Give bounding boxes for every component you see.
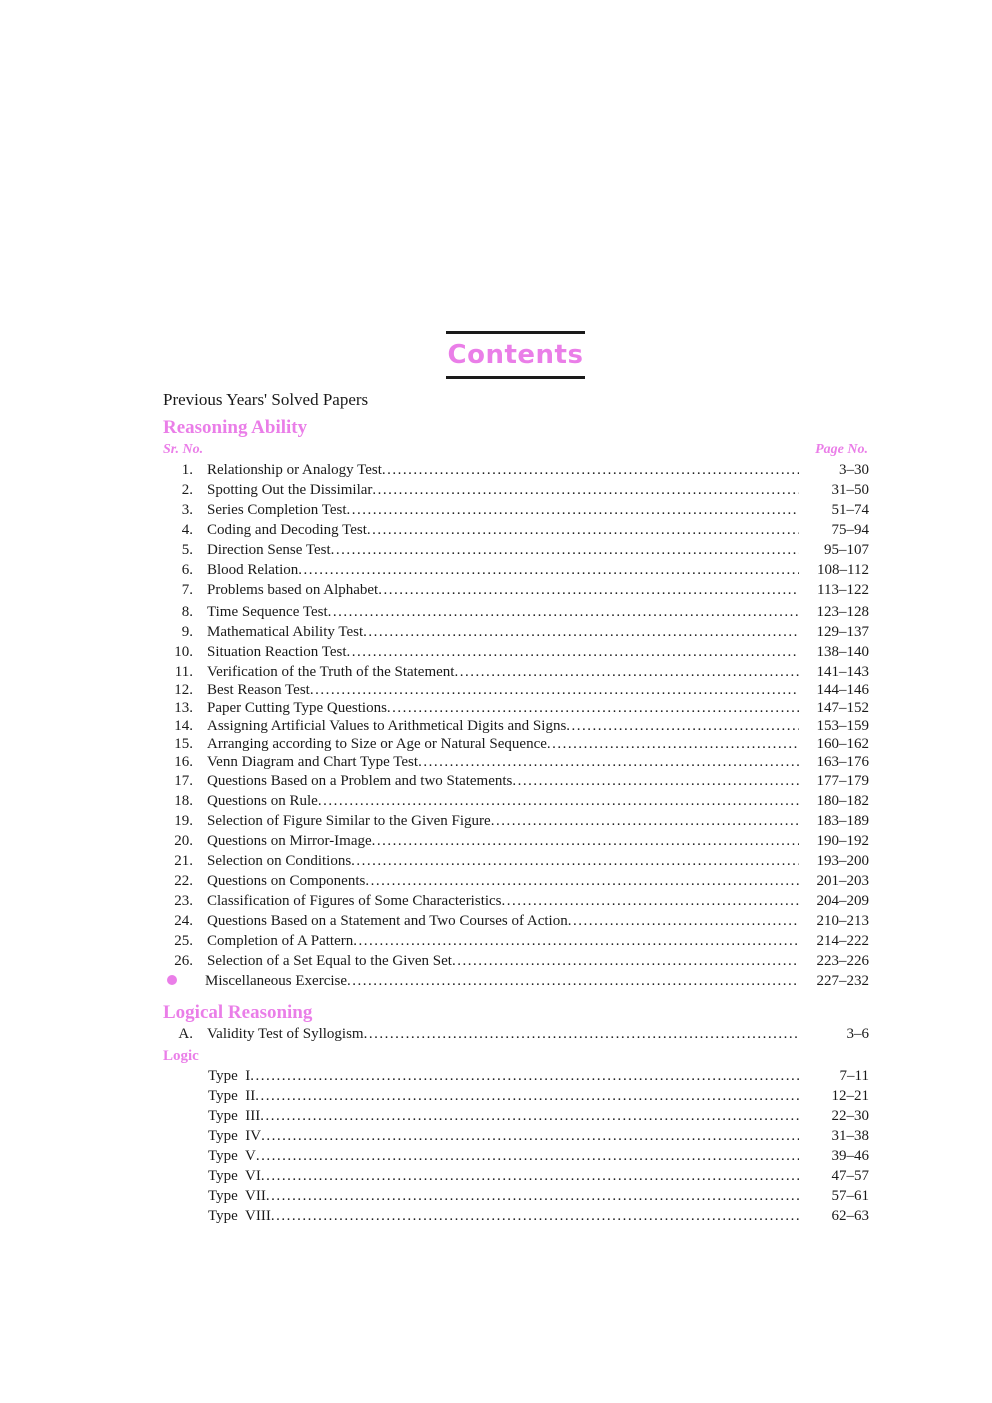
- dot-leader: [261, 1168, 799, 1185]
- toc-entry[interactable]: [163, 736, 869, 754]
- toc-entry-number: 3.: [181, 502, 193, 518]
- dot-leader: [387, 700, 799, 717]
- toc-entry-pages: 177–179: [816, 773, 869, 789]
- toc-entry-label: Direction Sense Test: [207, 542, 331, 558]
- dot-leader: [255, 1088, 799, 1105]
- toc-entry[interactable]: [163, 682, 869, 700]
- toc-entry-pages: 39–46: [831, 1148, 869, 1164]
- toc-entry[interactable]: [163, 462, 869, 482]
- toc-entry-pages: 75–94: [831, 522, 869, 538]
- toc-entry[interactable]: [163, 933, 869, 953]
- toc-entry-logic-type[interactable]: [163, 1068, 869, 1088]
- dot-leader: [363, 624, 799, 641]
- toc-entry-logic-type[interactable]: [163, 1188, 869, 1208]
- toc-entry-pages: 22–30: [831, 1108, 869, 1124]
- dot-leader: [271, 1208, 799, 1225]
- toc-entry-number: 22.: [174, 873, 193, 889]
- toc-entry-number: 11.: [174, 664, 193, 680]
- toc-entry-logic-type[interactable]: [163, 1148, 869, 1168]
- toc-entry-label: Spotting Out the Dissimilar: [207, 482, 373, 498]
- toc-entry-number: 5.: [181, 542, 193, 558]
- toc-entry-logic-type[interactable]: [163, 1128, 869, 1148]
- toc-entry[interactable]: [163, 582, 869, 604]
- toc-entry-label: Series Completion Test: [207, 502, 347, 518]
- dot-leader: [372, 833, 799, 850]
- toc-entry-label: Assigning Artificial Values to Arithmetical Digits and Signs: [207, 718, 567, 734]
- bullet-icon: [163, 973, 181, 990]
- toc-entry-label: Questions Based on a Problem and two Statements: [207, 773, 513, 789]
- toc-entry-pages: 153–159: [816, 718, 869, 734]
- toc-entry-pages: 47–57: [831, 1168, 869, 1184]
- toc-entry-pages: 57–61: [831, 1188, 869, 1204]
- toc-entry-pages: 123–128: [816, 604, 869, 620]
- toc-entry-label: Selection of a Set Equal to the Given Set: [207, 953, 452, 969]
- toc-entry-label: Best Reason Test: [207, 682, 310, 698]
- toc-entry-label: Selection of Figure Similar to the Given Figure: [207, 813, 491, 829]
- dot-leader: [566, 718, 799, 735]
- toc-entry[interactable]: [163, 893, 869, 913]
- toc-entry-label: Type II: [208, 1088, 256, 1104]
- toc-entry-pages: 3–30: [839, 462, 869, 478]
- toc-entry-pages: 147–152: [816, 700, 869, 716]
- toc-entry[interactable]: [163, 953, 869, 973]
- toc-entry[interactable]: [163, 773, 869, 793]
- toc-entry-pages: 193–200: [816, 853, 869, 869]
- toc-entry-pages: 223–226: [816, 953, 869, 969]
- toc-entry-pages: 62–63: [831, 1208, 869, 1224]
- dot-leader: [353, 933, 799, 950]
- toc-entry-pages: 31–50: [831, 482, 869, 498]
- toc-entry-label: Type V: [208, 1148, 256, 1164]
- dot-leader: [256, 1148, 799, 1165]
- dot-leader: [568, 913, 799, 930]
- toc-entry-pages: 201–203: [816, 873, 869, 889]
- logic-toc-list: [163, 1068, 869, 1228]
- toc-entry[interactable]: [163, 644, 869, 664]
- toc-entry-miscellaneous[interactable]: [163, 973, 869, 993]
- toc-entry-pages: 31–38: [831, 1128, 869, 1144]
- toc-entry[interactable]: [163, 522, 869, 542]
- dot-leader: [298, 562, 799, 579]
- toc-entry[interactable]: [163, 833, 869, 853]
- toc-entry-pages: 160–162: [816, 736, 869, 752]
- dot-leader: [372, 482, 799, 499]
- toc-entry[interactable]: [163, 853, 869, 873]
- toc-entry[interactable]: [163, 913, 869, 933]
- toc-entry-number: 19.: [174, 813, 193, 829]
- dot-leader: [328, 604, 799, 621]
- toc-entry-pages: 227–232: [816, 973, 869, 989]
- toc-entry-number: 9.: [181, 624, 193, 640]
- dot-leader: [382, 462, 799, 479]
- toc-entry-label: Type VIII: [208, 1208, 271, 1224]
- toc-entry-label: Verification of the Truth of the Statement: [207, 664, 455, 680]
- dot-leader: [502, 893, 799, 910]
- toc-entry-pages: 214–222: [816, 933, 869, 949]
- logic-subheading: Logic: [163, 1048, 199, 1064]
- toc-entry-pages: 210–213: [816, 913, 869, 929]
- reasoning-toc-list: [163, 462, 869, 993]
- dot-leader: [250, 1068, 799, 1085]
- toc-entry[interactable]: [163, 562, 869, 582]
- toc-entry-number: 20.: [174, 833, 193, 849]
- toc-entry-number: 21.: [174, 853, 193, 869]
- toc-entry-number: 14.: [174, 718, 193, 734]
- toc-entry-number: 4.: [181, 522, 193, 538]
- dot-leader: [331, 542, 799, 559]
- toc-entry-label: Classification of Figures of Some Characteristics: [207, 893, 502, 909]
- dot-leader: [347, 502, 800, 519]
- dot-leader: [418, 754, 799, 771]
- toc-entry-label: Type VII: [208, 1188, 266, 1204]
- dot-leader: [378, 582, 799, 599]
- toc-entry-number: 25.: [174, 933, 193, 949]
- toc-entry-pages: 183–189: [816, 813, 869, 829]
- toc-entry-number: 17.: [174, 773, 193, 789]
- toc-entry-label: Type III: [208, 1108, 261, 1124]
- toc-entry-number: 26.: [174, 953, 193, 969]
- validity-toc-list: [163, 1026, 869, 1046]
- toc-entry-logic-type[interactable]: [163, 1108, 869, 1128]
- toc-entry-pages: 138–140: [816, 644, 869, 660]
- dot-leader: [365, 873, 799, 890]
- dot-leader: [491, 813, 799, 830]
- toc-entry-logic-type[interactable]: [163, 1208, 869, 1228]
- toc-entry-pages: 204–209: [816, 893, 869, 909]
- toc-entry[interactable]: [163, 813, 869, 833]
- toc-entry-logic-type[interactable]: [163, 1088, 869, 1108]
- toc-entry-label: Mathematical Ability Test: [207, 624, 364, 640]
- dot-leader: [547, 736, 799, 753]
- toc-entry-label: Situation Reaction Test: [207, 644, 347, 660]
- toc-entry-number: 12.: [174, 682, 193, 698]
- dot-leader: [454, 664, 799, 681]
- page-title: Contents: [447, 340, 584, 370]
- sr-no-column-header: Sr. No.: [163, 442, 204, 457]
- toc-entry-number: 8.: [181, 604, 193, 620]
- reasoning-ability-heading: Reasoning Ability: [163, 417, 308, 438]
- dot-leader: [266, 1188, 799, 1205]
- toc-entry-label: Questions on Mirror-Image: [207, 833, 372, 849]
- dot-leader: [260, 1108, 799, 1125]
- toc-entry-label: Validity Test of Syllogism: [207, 1026, 364, 1042]
- dot-leader: [367, 522, 799, 539]
- toc-entry[interactable]: [163, 502, 869, 522]
- toc-entry[interactable]: [163, 482, 869, 502]
- dot-leader: [261, 1128, 799, 1145]
- toc-entry-number: A.: [178, 1026, 193, 1042]
- toc-entry-pages: 180–182: [816, 793, 869, 809]
- toc-entry-pages: 141–143: [816, 664, 869, 680]
- toc-entry[interactable]: [163, 718, 869, 736]
- toc-entry-number: 24.: [174, 913, 193, 929]
- logical-reasoning-heading: Logical Reasoning: [163, 1002, 313, 1023]
- toc-entry-label: Miscellaneous Exercise: [205, 973, 348, 989]
- toc-entry-pages: 113–122: [817, 582, 869, 598]
- toc-entry-number: 18.: [174, 793, 193, 809]
- dot-leader: [351, 853, 799, 870]
- toc-entry-pages: 190–192: [816, 833, 869, 849]
- toc-entry-label: Questions on Components: [207, 873, 366, 889]
- page-no-column-header: Page No.: [815, 442, 868, 457]
- toc-entry-number: 23.: [174, 893, 193, 909]
- dot-leader: [512, 773, 799, 790]
- toc-entry-label: Time Sequence Test: [207, 604, 328, 620]
- toc-entry-label: Type I: [208, 1068, 251, 1084]
- toc-entry-label: Selection on Conditions: [207, 853, 352, 869]
- toc-entry-number: 7.: [181, 582, 193, 598]
- toc-entry[interactable]: [163, 624, 869, 644]
- toc-entry-number: 6.: [181, 562, 193, 578]
- toc-entry[interactable]: [163, 604, 869, 624]
- dot-leader: [310, 682, 799, 699]
- toc-entry[interactable]: [163, 873, 869, 893]
- toc-entry-pages: 51–74: [831, 502, 869, 518]
- toc-entry-validity[interactable]: [163, 1026, 869, 1046]
- toc-entry[interactable]: [163, 793, 869, 813]
- toc-entry-pages: 108–112: [817, 562, 869, 578]
- toc-entry-label: Relationship or Analogy Test: [207, 462, 382, 478]
- toc-entry-pages: 7–11: [839, 1068, 869, 1084]
- contents-title-block: [446, 331, 585, 379]
- toc-entry-number: 10.: [174, 644, 193, 660]
- toc-entry-pages: 129–137: [816, 624, 869, 640]
- dot-leader: [347, 644, 800, 661]
- toc-entry[interactable]: [163, 542, 869, 562]
- toc-entry-label: Completion of A Pattern: [207, 933, 354, 949]
- toc-entry[interactable]: [163, 754, 869, 773]
- toc-entry-number: 1.: [181, 462, 193, 478]
- dot-leader: [364, 1026, 799, 1043]
- toc-entry-pages: 163–176: [816, 754, 869, 770]
- dot-leader: [318, 793, 799, 810]
- toc-entry-label: Questions Based on a Statement and Two Courses of Action: [207, 913, 568, 929]
- toc-entry-number: 16.: [174, 754, 193, 770]
- toc-entry-label: Coding and Decoding Test: [207, 522, 367, 538]
- toc-entry-label: Venn Diagram and Chart Type Test: [207, 754, 419, 770]
- toc-entry-label: Type IV: [208, 1128, 262, 1144]
- dot-leader: [347, 973, 799, 990]
- toc-entry-number: 2.: [181, 482, 193, 498]
- toc-entry-label: Arranging according to Size or Age or Natural Sequence: [207, 736, 547, 752]
- toc-entry-number: 15.: [174, 736, 193, 752]
- dot-leader: [452, 953, 799, 970]
- toc-entry-logic-type[interactable]: [163, 1168, 869, 1188]
- toc-entry-number: 13.: [174, 700, 193, 716]
- toc-entry-pages: 3–6: [846, 1026, 869, 1042]
- toc-entry-label: Questions on Rule: [207, 793, 318, 809]
- toc-entry-label: Blood Relation: [207, 562, 299, 578]
- toc-entry[interactable]: [163, 664, 869, 682]
- toc-entry-pages: 12–21: [831, 1088, 869, 1104]
- toc-entry-pages: 95–107: [824, 542, 869, 558]
- subtitle: Previous Years' Solved Papers: [163, 390, 369, 409]
- toc-entry[interactable]: [163, 700, 869, 718]
- toc-entry-pages: 144–146: [816, 682, 869, 698]
- toc-entry-label: Type VI: [208, 1168, 261, 1184]
- toc-entry-label: Problems based on Alphabet: [207, 582, 379, 598]
- toc-entry-label: Paper Cutting Type Questions: [207, 700, 387, 716]
